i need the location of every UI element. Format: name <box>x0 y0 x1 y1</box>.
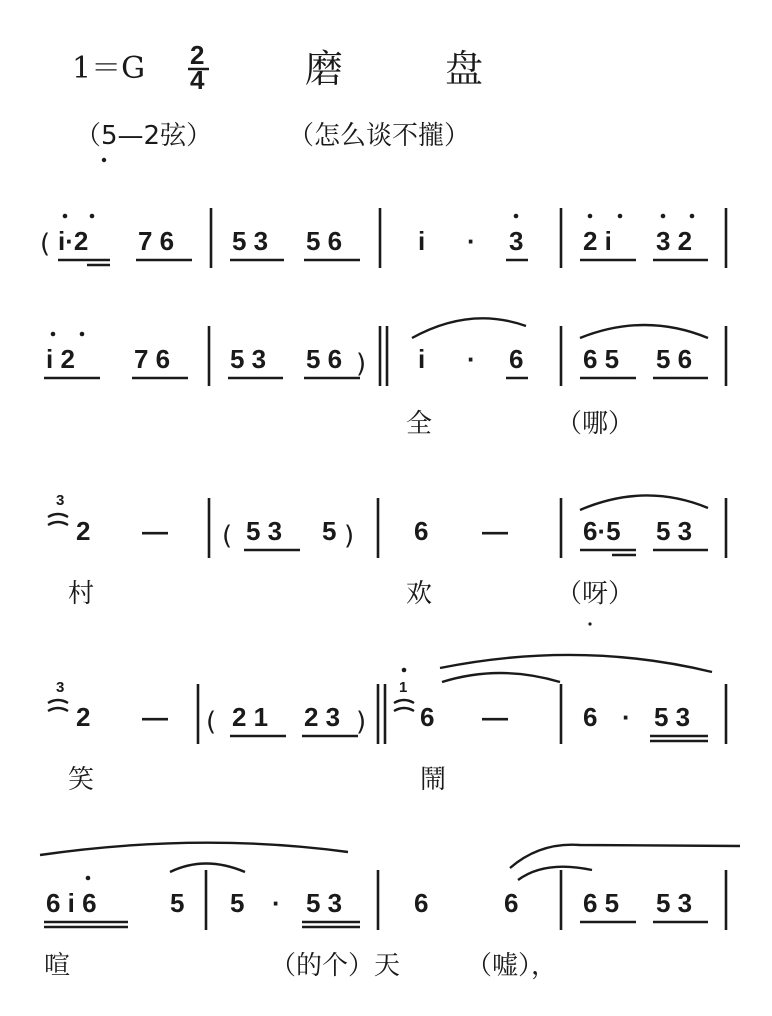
low-octave-dot <box>102 158 106 162</box>
note-group: 3 2 <box>656 226 693 256</box>
staff-row-3 <box>48 492 726 626</box>
note: i <box>418 344 426 374</box>
note-group: 5 3 <box>232 226 269 256</box>
tuning-note: （5—2弦） <box>75 121 213 151</box>
grace-tie <box>48 514 68 517</box>
close-paren: ) <box>356 349 367 379</box>
meter-top: 2 <box>190 40 205 70</box>
high-octave-dot <box>80 332 85 337</box>
grace-tie <box>48 522 68 525</box>
title-char-1: 磨 <box>305 47 346 91</box>
note-group: i·2 <box>58 226 89 256</box>
note-group: i 2 <box>46 344 75 374</box>
dash: — <box>142 516 168 546</box>
lyric: （呀） <box>556 579 635 609</box>
note-group: 5 6 <box>306 226 343 256</box>
lyric: 鬧 <box>420 765 447 795</box>
note: 6 <box>509 344 524 374</box>
note-group: 5 3 <box>246 516 283 546</box>
note-group: 5 3 <box>230 344 267 374</box>
grace-note: 3 <box>56 679 65 696</box>
grace-note: 3 <box>56 492 65 509</box>
open-paren: ( <box>40 229 51 259</box>
staff-row-1 <box>40 208 726 268</box>
note-group: 5 3 <box>306 888 343 918</box>
grace-tie <box>394 700 414 703</box>
high-octave-dot <box>661 214 666 219</box>
lyric: 欢 <box>406 579 433 609</box>
slur <box>170 864 245 873</box>
grace-tie <box>48 700 68 703</box>
note: 6 <box>414 888 429 918</box>
speck <box>588 622 591 625</box>
grace-tie <box>394 708 414 711</box>
staff-row-4 <box>48 655 726 795</box>
lyric: （的个）天 <box>270 951 401 981</box>
high-octave-dot <box>63 214 68 219</box>
note: 3 <box>509 226 524 256</box>
title-char-2: 盘 <box>445 47 486 91</box>
open-paren: ( <box>206 707 217 737</box>
note: 5 <box>322 516 337 546</box>
lyric: 全 <box>406 409 433 439</box>
note-group: 5 6 <box>656 344 693 374</box>
note: 6 <box>583 702 598 732</box>
staff-row-2 <box>44 318 726 439</box>
grace-tie <box>48 708 68 711</box>
note-group: 6·5 <box>583 516 621 546</box>
grace-note: 1 <box>399 679 408 696</box>
open-paren: ( <box>222 521 233 551</box>
slur <box>580 325 708 338</box>
note: 6 <box>414 516 429 546</box>
high-octave-dot <box>690 214 695 219</box>
high-octave-dot <box>514 214 519 219</box>
close-paren: ) <box>356 707 367 737</box>
note-group: 5 3 <box>654 702 691 732</box>
note-group: 2 i <box>583 226 612 256</box>
lyric: 喧 <box>44 951 71 981</box>
note: 6 <box>504 888 519 918</box>
note-group: 5 6 <box>306 344 343 374</box>
slur <box>40 843 348 855</box>
note: 2 <box>76 702 91 732</box>
note-group: 2 3 <box>304 702 341 732</box>
high-octave-dot <box>402 668 407 673</box>
key-signature: 1＝G <box>72 51 146 86</box>
high-octave-dot <box>618 214 623 219</box>
slur <box>580 495 708 510</box>
high-octave-dot <box>90 214 95 219</box>
note: 6 <box>420 702 435 732</box>
slur <box>510 845 740 868</box>
dash: — <box>142 702 168 732</box>
note-group: 6 5 <box>583 888 620 918</box>
dash: — <box>482 702 508 732</box>
note-group: 6 5 <box>583 344 620 374</box>
dot-duration: · <box>272 888 281 918</box>
high-octave-dot <box>588 214 593 219</box>
lyric: （嘘）， <box>466 951 558 981</box>
lyric: （哪） <box>556 409 635 439</box>
note-group: 7 6 <box>138 226 175 256</box>
tempo-note: （怎么谈不攏） <box>288 121 471 151</box>
close-paren: ) <box>344 521 355 551</box>
note-group: 5 3 <box>656 516 693 546</box>
slur <box>442 673 560 682</box>
dot-duration: · <box>467 344 476 374</box>
note: 2 <box>76 516 91 546</box>
note: i <box>418 226 426 256</box>
note-group: 6 i 6 <box>46 888 97 918</box>
staff-row-5 <box>40 843 740 981</box>
meter-bottom: 4 <box>190 65 205 95</box>
note-group: 7 6 <box>134 344 171 374</box>
slur <box>440 655 712 672</box>
dash: — <box>482 516 508 546</box>
high-octave-dot <box>86 876 91 881</box>
dot-duration: · <box>467 226 476 256</box>
slur <box>412 318 526 338</box>
slur <box>518 867 592 880</box>
dot-duration: · <box>622 702 631 732</box>
lyric: 笑 <box>68 765 95 795</box>
note-group: 5 3 <box>656 888 693 918</box>
high-octave-dot <box>51 332 56 337</box>
note-group: 2 1 <box>232 702 269 732</box>
note: 5 <box>230 888 245 918</box>
lyric: 村 <box>68 579 95 609</box>
note: 5 <box>170 888 185 918</box>
